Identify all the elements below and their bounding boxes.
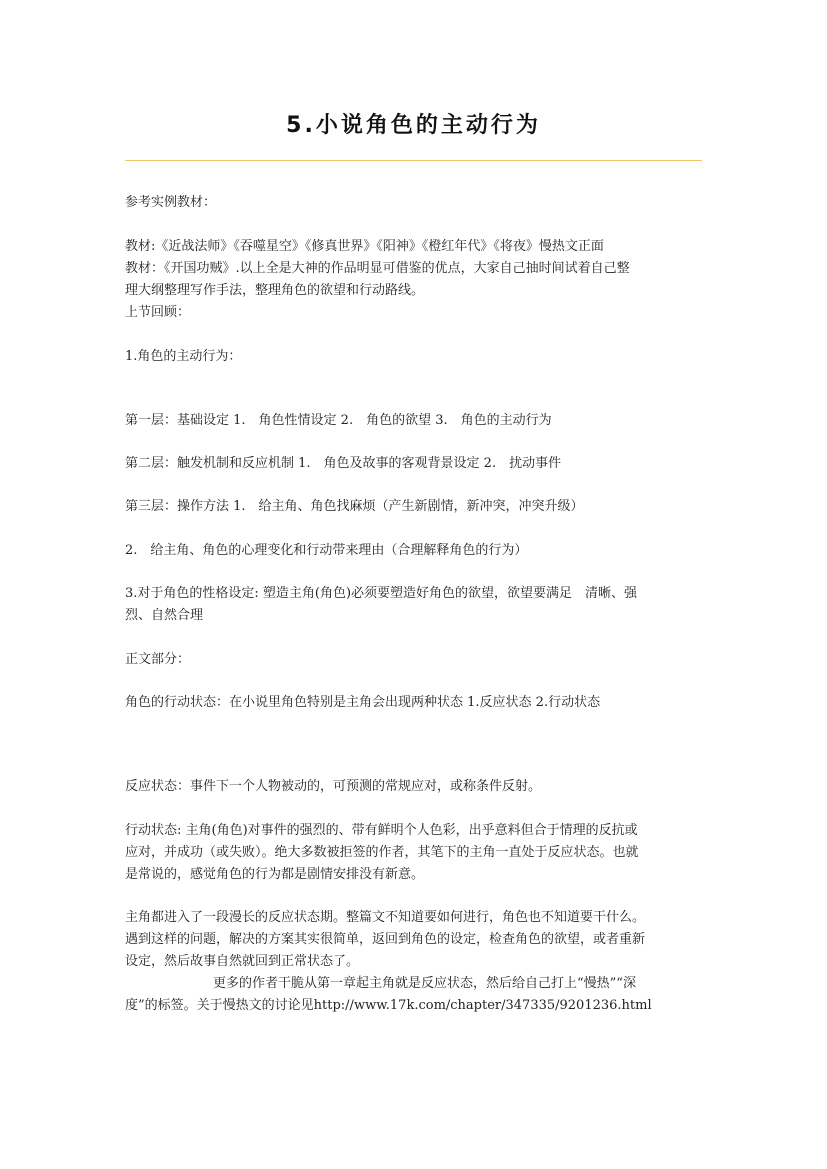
more-line-2-text: 度”的标签。关于慢热文的讨论见 [125, 998, 314, 1013]
action-state-line-3: 是常说的，感觉角色的行为都是剧情安排没有新意。 [125, 867, 425, 882]
textbook-line-1: 教材:《近战法师》《吞噬星空》《修真世界》《阳神》《橙红年代》《将夜》慢热文正面 [125, 239, 604, 254]
review-item-1: 1.角色的主动行为： [125, 349, 242, 364]
more-line-1-text: 更多的作者干脆从第一章起主角就是反应状态，然后给自己打上“慢热”“深 [213, 976, 636, 991]
more-line-2 [125, 995, 705, 1017]
textbook-line-2: 教材：《开国功贼》.以上全是大神的作品明显可借鉴的优点，大家自己抽时间试着自己整 [125, 261, 630, 276]
layer-3-item-2: 2. 给主角、角色的心理变化和行动带来理由（合理解释角色的行为） [125, 543, 528, 558]
review-heading: 上节回顾： [125, 305, 191, 320]
reaction-state: 反应状态：事件下一个人物被动的，可预测的常规应对，或称条件反射。 [125, 779, 542, 794]
title-divider [125, 160, 702, 161]
reference-heading: 参考实例教材： [125, 195, 217, 210]
layer-2: 第二层：触发机制和反应机制 1. 角色及故事的客观背景设定 2. 扰动事件 [125, 456, 562, 471]
stuck-line-1: 主角都进入了一段漫长的反应状态期。整篇文不知道要如何进行，角色也不知道要干什么。 [125, 910, 646, 925]
stuck-line-2: 遇到这样的问题，解决的方案其实很简单，返回到角色的设定，检查角色的欲望，或者重新 [125, 932, 646, 947]
action-states: 角色的行动状态：在小说里角色特别是主角会出现两种状态 1.反应状态 2.行动状态 [125, 695, 601, 710]
item-3-line-1: 3.对于角色的性格设定: 塑造主角(角色)必须要塑造好角色的欲望，欲望要满足 清晰、强 [125, 586, 638, 601]
discussion-link[interactable]: http://www.17k.com/chapter/347335/9201236.html [313, 998, 652, 1013]
action-state-line-2: 应对，并成功（或失败）。绝大多数被拒签的作者，其笔下的主角一直处于反应状态。也就 [125, 845, 639, 860]
layer-3: 第三层：操作方法 1. 给主角、角色找麻烦（产生新剧情，新冲突，冲突升级） [125, 499, 584, 514]
textbook-line-3: 理大纲整理写作手法，整理角色的欲望和行动路线。 [125, 283, 425, 298]
item-3-line-2: 烈、自然合理 [125, 608, 204, 623]
layer-1: 第一层：基础设定 1. 角色性情设定 2. 角色的欲望 3. 角色的主动行为 [125, 413, 552, 428]
action-state-line-1: 行动状态: 主角(角色)对事件的强烈的、带有鲜明个人色彩，出乎意料但合于情理的反抗或 [125, 823, 638, 838]
main-heading: 正文部分： [125, 652, 191, 667]
more-line-1 [125, 973, 705, 995]
document-title: 5.小说角色的主动行为 [286, 113, 541, 138]
stuck-line-3: 设定，然后故事自然就回到正常状态了。 [125, 954, 360, 969]
